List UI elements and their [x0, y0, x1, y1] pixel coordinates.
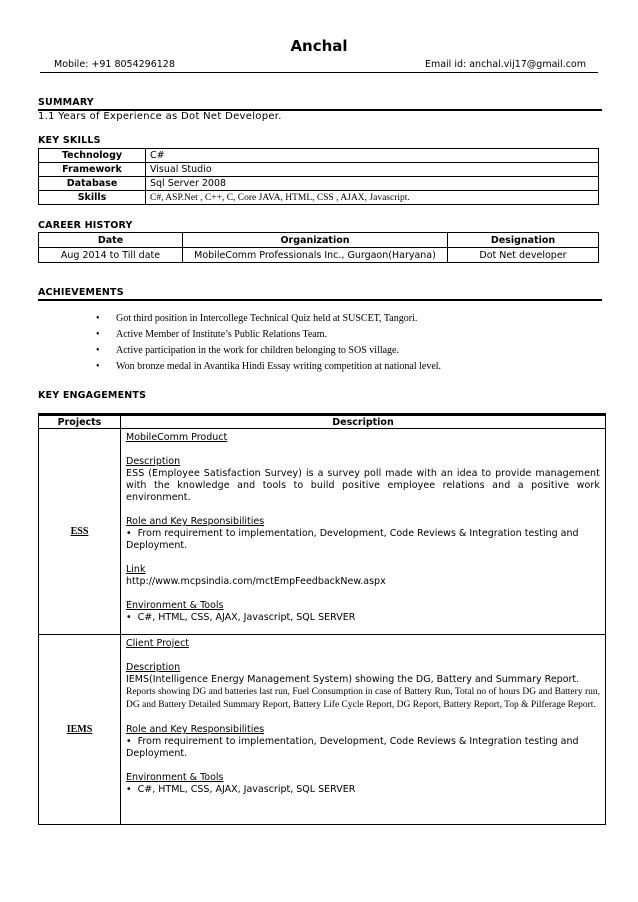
list-item: • Active Member of Institute’s Public Relations Team. [96, 329, 328, 340]
summary-text: 1.1 Years of Experience as Dot Net Developer. [38, 111, 282, 122]
table-row [39, 635, 606, 825]
column-header: Projects [39, 416, 121, 429]
project-description-cell [121, 429, 606, 635]
skill-label: Framework [39, 163, 146, 177]
header-divider [40, 72, 598, 73]
table-row [39, 149, 599, 163]
key-skills-table [38, 148, 599, 205]
skill-value: C#, ASP.Net , C++, C, Core JAVA, HTML, CSS , AJAX, Javascript. [146, 191, 599, 205]
env-item: • C#, HTML, CSS, AJAX, Javascript, SQL SERVER [126, 784, 356, 795]
achievements-divider [38, 299, 602, 301]
env-label: Environment & Tools [126, 600, 224, 611]
contact-line [54, 59, 586, 73]
column-header: Description [121, 416, 606, 429]
email-address: Email id: anchal.vij17@gmail.com [424, 59, 586, 70]
description-label: Description [126, 662, 181, 673]
skill-label: Technology [39, 149, 146, 163]
bullet-icon: • [126, 736, 132, 747]
skill-label: Database [39, 177, 146, 191]
key-engagements-heading: KEY ENGAGEMENTS [38, 390, 147, 401]
project-description-cell [121, 635, 606, 825]
bullet-icon: • [126, 612, 132, 623]
description-label: Description [126, 456, 181, 467]
key-skills-heading: KEY SKILLS [38, 135, 101, 146]
career-organization: MobileComm Professionals Inc., Gurgaon(Haryana) [183, 248, 448, 263]
roles-item: • From requirement to implementation, Development, Code Reviews & Integration testing and Deployment. [126, 528, 579, 551]
project-client: Client Project [126, 638, 190, 649]
bullet-icon: • [96, 329, 100, 340]
key-engagements-table [38, 415, 606, 825]
project-name: IEMS [39, 635, 121, 825]
table-row [39, 163, 599, 177]
project-description: ESS (Employee Satisfaction Survey) is a survey poll made with an idea to provide management with the knowledge and tools to build positive employee relations and a positive work environment. [126, 468, 600, 503]
bullet-icon: • [96, 345, 100, 356]
career-history-heading: CAREER HISTORY [38, 220, 133, 231]
skill-label: Skills [39, 191, 146, 205]
env-item: • C#, HTML, CSS, AJAX, Javascript, SQL SERVER [126, 612, 356, 623]
table-row [39, 429, 606, 635]
table-row [39, 191, 599, 205]
list-item: • Active participation in the work for children belonging to SOS village. [96, 345, 399, 356]
career-history-table [38, 232, 599, 263]
project-description-extra: Reports showing DG and batteries last run, Fuel Consumption in case of Battery Run, Total no of hours DG and Battery run, DG and Battery Detailed Summary Report, Battery Life Cycle Report, DG Report, Battery Report, Top & Pilferage Report. [126, 687, 600, 710]
project-description: IEMS(Intelligence Energy Management System) showing the DG, Battery and Summary Report. [126, 674, 580, 685]
achievements-list [96, 313, 441, 377]
table-row [39, 177, 599, 191]
skill-value: C# [146, 149, 599, 163]
career-designation: Dot Net developer [448, 248, 599, 263]
candidate-name: Anchal [290, 37, 348, 55]
skill-value: Sql Server 2008 [146, 177, 599, 191]
project-client: MobileComm Product [126, 432, 228, 443]
achievements-heading: ACHIEVEMENTS [38, 287, 124, 298]
roles-item: • From requirement to implementation, Development, Code Reviews & Integration testing and Deployment. [126, 736, 579, 759]
link-label: Link [126, 564, 146, 575]
bullet-icon: • [96, 361, 100, 372]
list-item: • Got third position in Intercollege Technical Quiz held at SUSCET, Tangori. [96, 313, 418, 324]
env-label: Environment & Tools [126, 772, 224, 783]
list-item: • Won bronze medal in Avantika Hindi Essay writing competition at national level. [96, 361, 442, 372]
bullet-icon: • [126, 784, 132, 795]
column-header: Organization [183, 233, 448, 248]
roles-label: Role and Key Responsibilities [126, 724, 265, 735]
column-header: Date [39, 233, 183, 248]
column-header: Designation [448, 233, 599, 248]
mobile-number: Mobile: +91 8054296128 [54, 59, 175, 70]
table-header-row [39, 233, 599, 248]
project-name: ESS [39, 429, 121, 635]
summary-heading: SUMMARY [38, 97, 94, 108]
bullet-icon: • [126, 528, 132, 539]
table-row [39, 248, 599, 263]
roles-label: Role and Key Responsibilities [126, 516, 265, 527]
table-header-row [39, 416, 606, 429]
career-date: Aug 2014 to Till date [39, 248, 183, 263]
project-link[interactable]: http://www.mcpsindia.com/mctEmpFeedbackNew.aspx [126, 576, 386, 587]
skill-value: Visual Studio [146, 163, 599, 177]
bullet-icon: • [96, 313, 100, 324]
